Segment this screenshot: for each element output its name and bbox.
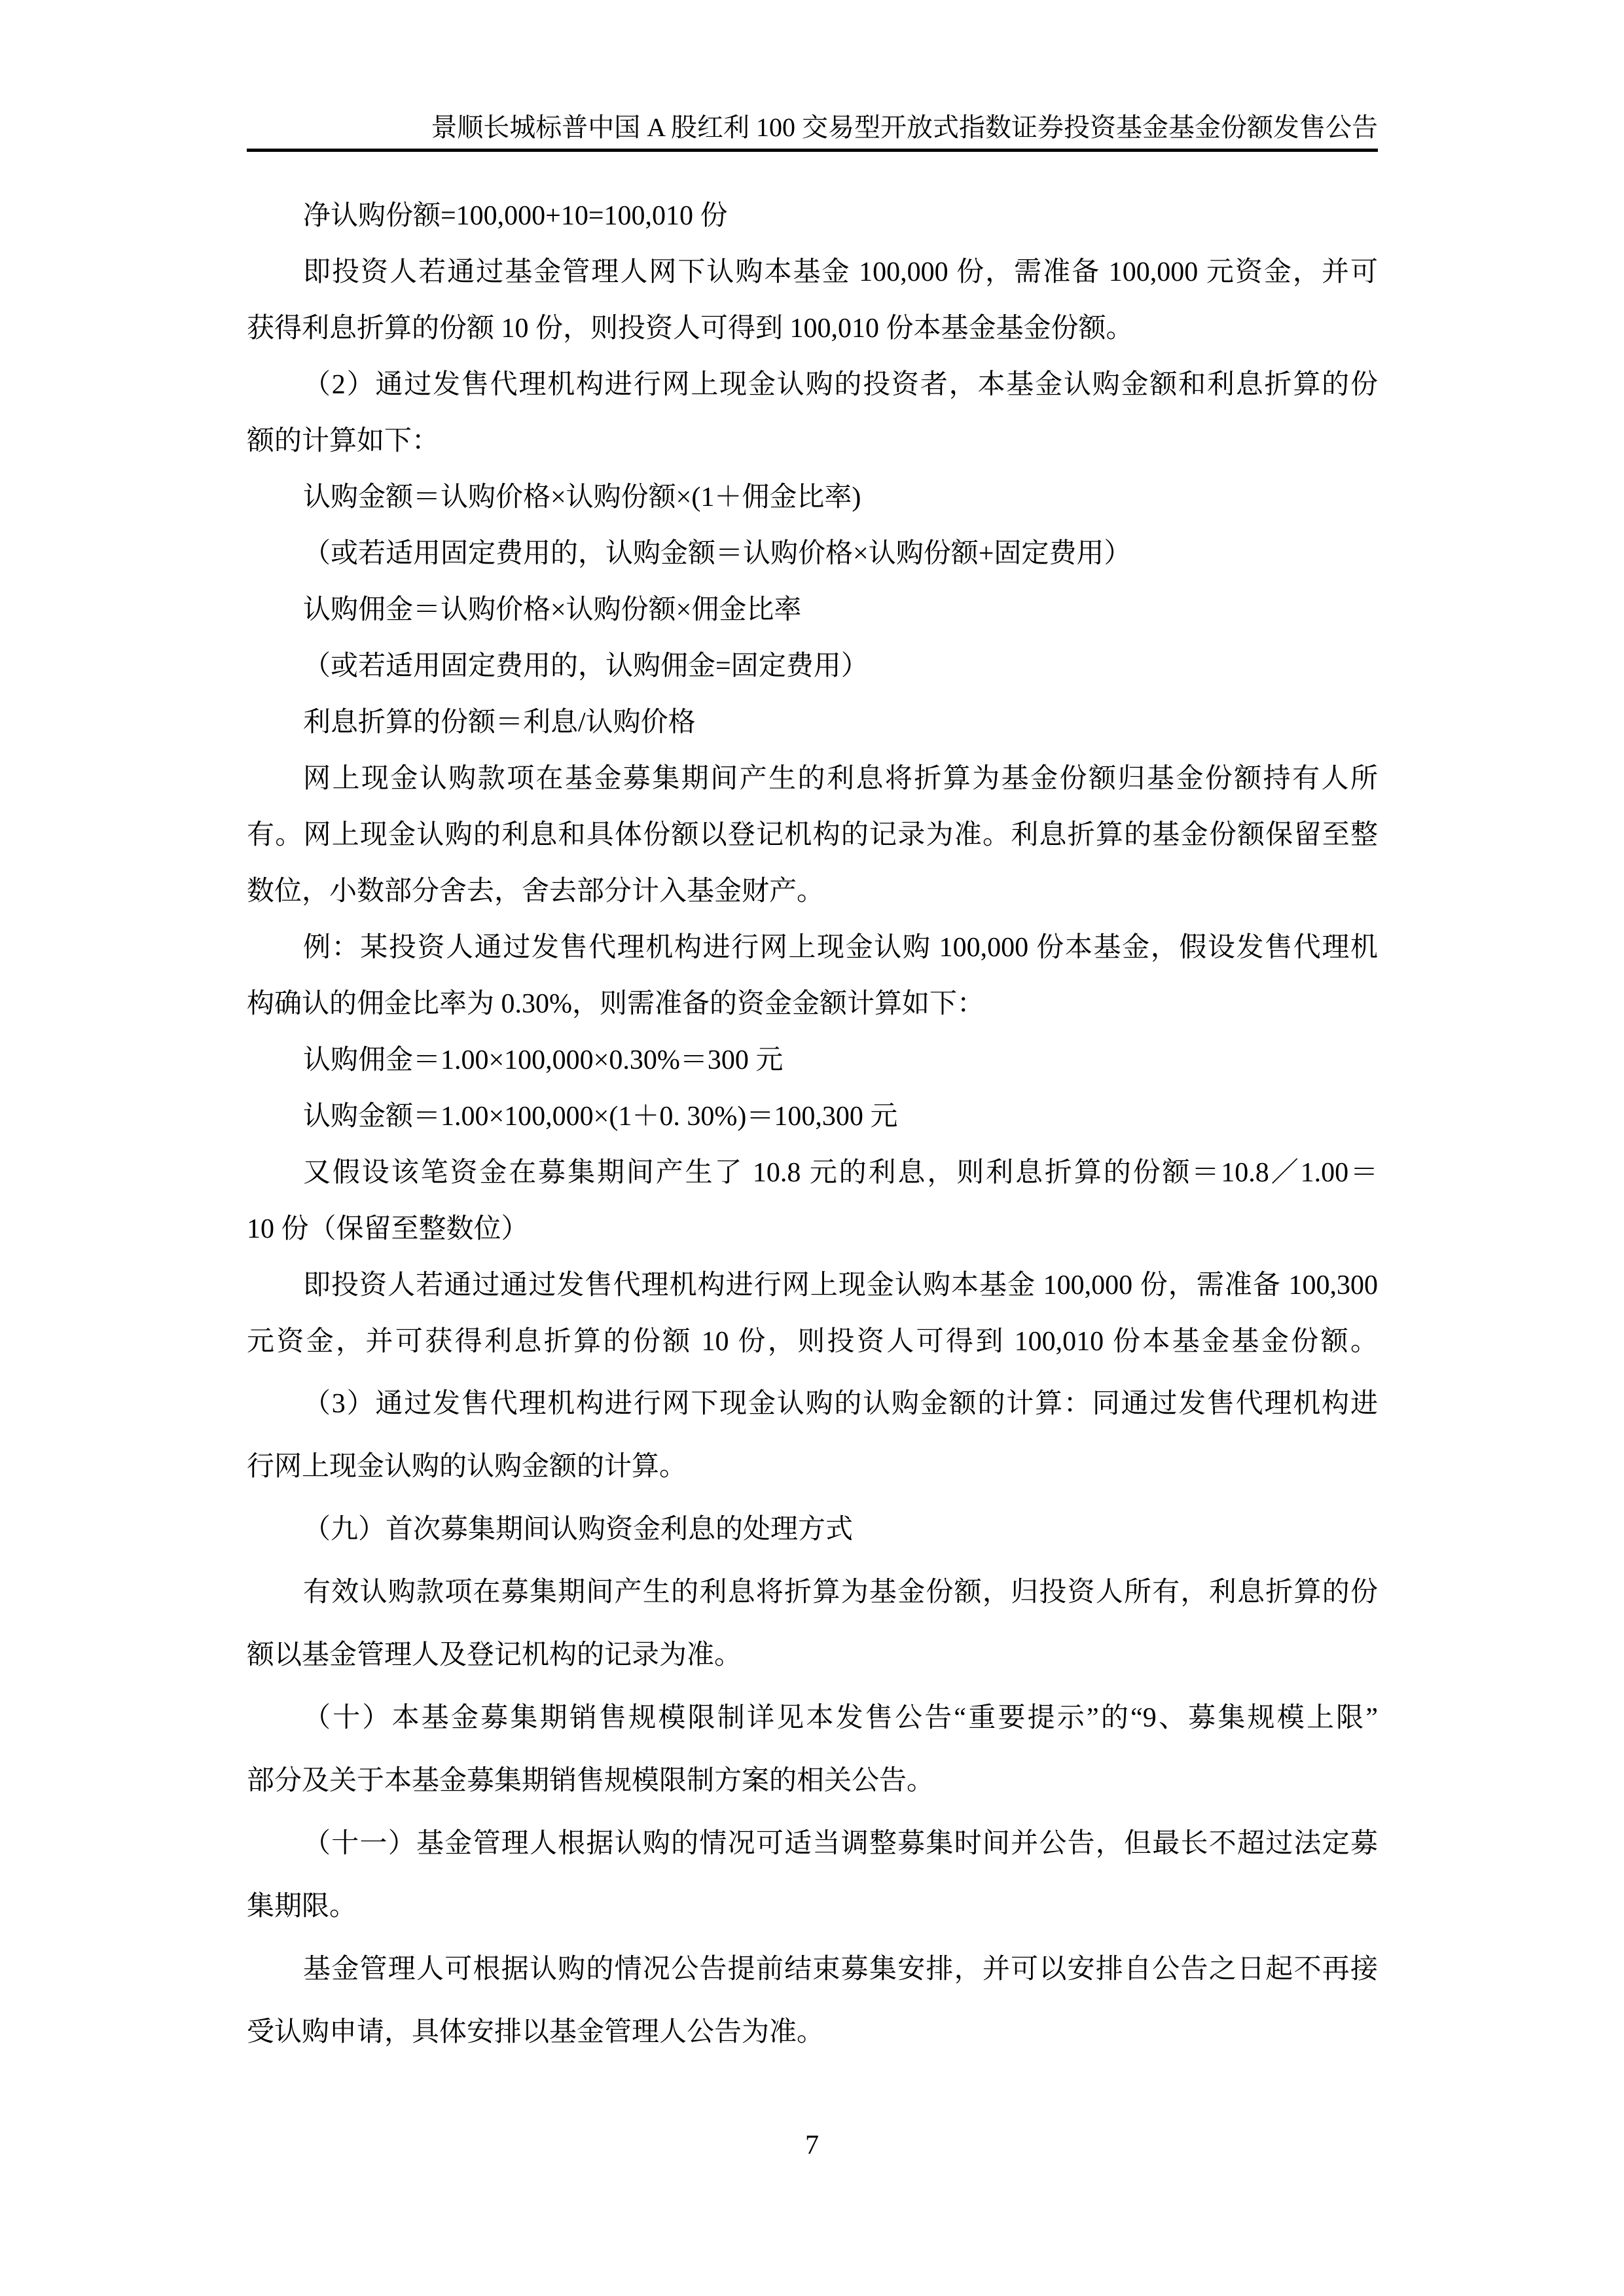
page-header [247,0,1378,152]
body-line: 额以基金管理人及登记机构的记录为准。 [247,1640,742,1670]
body-line: 认购金额＝认购价格×认购份额×(1＋佣金比率) [303,482,861,512]
body-line: 获得利息折算的份额 10 份，则投资人可得到 100,010 份本基金基金份额。 [247,314,1134,344]
body-line: （九）首次募集期间认购资金利息的处理方式 [303,1515,854,1545]
body-line: 认购金额＝1.00×100,000×(1＋0. 30%)＝100,300 元 [303,1102,898,1132]
body-line: 元资金，并可获得利息折算的份额 10 份，则投资人可得到 100,010 份本基金基金份额。 [247,1327,1378,1357]
body-line: （十）本基金募集期销售规模限制详见本发售公告“重要提示”的“9、募集规模上限” [303,1703,1378,1733]
body-line: 额的计算如下： [247,426,440,456]
body-line: （3）通过发售代理机构进行网下现金认购的认购金额的计算：同通过发售代理机构进 [303,1389,1378,1419]
document-body [247,188,1378,2064]
body-line: 受认购申请，具体安排以基金管理人公告为准。 [247,2017,825,2047]
body-line: 10 份（保留至整数位） [247,1214,529,1244]
body-line: （2）通过发售代理机构进行网上现金认购的投资者，本基金认购金额和利息折算的份 [303,370,1378,400]
page-number: 7 [805,2130,819,2161]
body-line: （或若适用固定费用的，认购佣金=固定费用） [303,651,869,681]
body-line: 例：某投资人通过发售代理机构进行网上现金认购 100,000 份本基金，假设发售代理机 [303,933,1378,963]
body-line: 即投资人若通过基金管理人网下认购本基金 100,000 份，需准备 100,000 元资金，并可 [303,257,1378,287]
body-line: 认购佣金＝认购价格×认购份额×佣金比率 [303,595,802,625]
body-line: 即投资人若通过通过发售代理机构进行网上现金认购本基金 100,000 份，需准备 100,300 [303,1270,1378,1300]
body-line: 认购佣金＝1.00×100,000×0.30%＝300 元 [303,1045,784,1075]
body-line: 基金管理人可根据认购的情况公告提前结束募集安排，并可以安排自公告之日起不再接 [303,1954,1378,1984]
body-line: 有。网上现金认购的利息和具体份额以登记机构的记录为准。利息折算的基金份额保留至整 [247,820,1378,850]
body-line: 网上现金认购款项在基金募集期间产生的利息将折算为基金份额归基金份额持有人所 [303,764,1378,794]
body-line: 构确认的佣金比率为 0.30%，则需准备的资金金额计算如下： [247,989,984,1019]
body-section-b [247,1372,1378,2064]
body-section-a [247,188,1378,1370]
body-line: 有效认购款项在募集期间产生的利息将折算为基金份额，归投资人所有，利息折算的份 [303,1577,1378,1607]
body-line: 又假设该笔资金在募集期间产生了 10.8 元的利息，则利息折算的份额＝10.8／1.00＝ [303,1158,1378,1188]
page-content [247,0,1378,2064]
body-line: 集期限。 [247,1892,357,1922]
body-line: 利息折算的份额＝利息/认购价格 [303,708,696,738]
page-footer [0,2128,1624,2162]
body-line: 部分及关于本基金募集期销售规模限制方案的相关公告。 [247,1766,935,1796]
body-line: 数位，小数部分舍去，舍去部分计入基金财产。 [247,876,825,906]
header-divider [247,149,1378,152]
body-line: 行网上现金认购的认购金额的计算。 [247,1452,687,1482]
header-title: 景顺长城标普中国 A 股红利 100 交易型开放式指数证券投资基金基金份额发售公告 [431,113,1378,142]
body-line: 净认购份额=100,000+10=100,010 份 [303,201,728,231]
body-line: （或若适用固定费用的，认购金额＝认购价格×认购份额+固定费用） [303,539,1132,569]
body-line: （十一）基金管理人根据认购的情况可适当调整募集时间并公告，但最长不超过法定募 [303,1829,1378,1859]
